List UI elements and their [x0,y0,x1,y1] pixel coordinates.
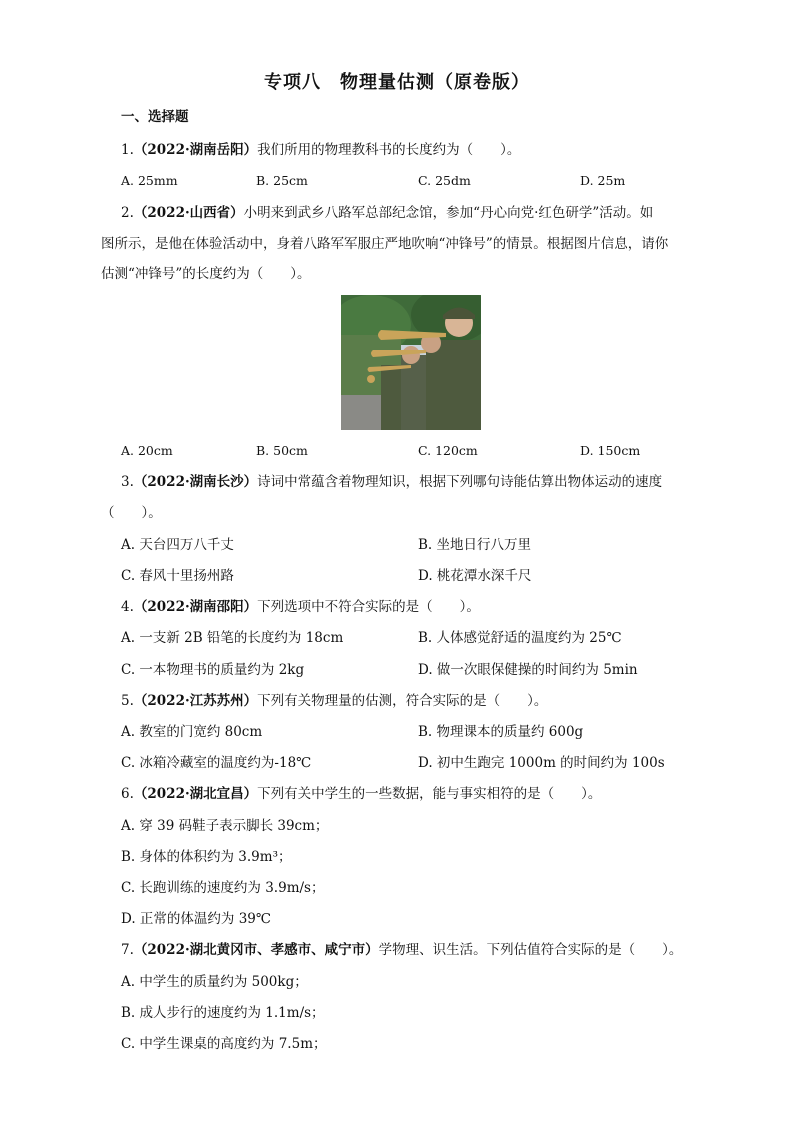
option-b: B. 成人步行的速度约为 1.1m/s； [121,1005,325,1021]
question-text: 小明来到武乡八路军总部纪念馆，参加“丹心向党·红色研学”活动。如 [243,205,654,221]
question-number: 4. [121,599,134,615]
question-4 [121,598,480,616]
question-3 [121,473,662,491]
question-1 [121,141,520,159]
question-7 [121,941,682,959]
option-c: C. 中学生课桌的高度约为 7.5m； [121,1036,327,1052]
bugle-photo [341,295,481,430]
question-source: （2022·湖南邵阳） [133,599,258,615]
question-source: （2022·湖北宜昌） [133,786,258,802]
option-d: D. 做一次眼保健操的时间约为 5min [418,662,638,678]
section-heading: 一、选择题 [121,109,189,125]
option-a: A. 天台四万八千丈 [121,537,234,553]
option-c: C. 一本物理书的质量约为 2kg [121,662,305,678]
question-source: （2022·湖南岳阳） [133,142,258,158]
question-2-line-2: 图所示，是他在体验活动中，身着八路军军服庄严地吹响“冲锋号”的情景。根据图片信息，请你 [101,236,669,252]
question-2 [121,204,653,222]
page-title: 专项八 物理量估测（原卷版） [264,72,530,93]
question-text: 下列有关物理量的估测，符合实际的是（ ）。 [257,693,548,709]
question-number: 1. [121,142,134,158]
option-b: B. 身体的体积约为 3.9m³； [121,849,292,865]
option-a: A. 教室的门宽约 80cm [121,724,263,740]
question-5 [121,692,547,710]
question-source: （2022·湖北黄冈市、孝感市、咸宁市） [133,942,379,958]
option-b: B. 物理课本的质量约 600g [418,724,584,740]
option-d: D. 桃花潭水深千尺 [418,568,532,584]
question-number: 2. [121,205,134,221]
option-c: C. 春风十里扬州路 [121,568,234,584]
option-a: A. 穿 39 码鞋子表示脚长 39cm； [121,818,329,834]
question-number: 6. [121,786,134,802]
option-a: A. 25mm [121,173,178,188]
option-b: B. 25cm [256,173,308,188]
question-number: 5. [121,693,134,709]
question-source: （2022·山西省） [133,205,244,221]
question-number: 7. [121,942,134,958]
question-6 [121,785,601,803]
option-d: D. 正常的体温约为 39℃ [121,911,271,927]
question-text: 我们所用的物理教科书的长度约为（ ）。 [257,142,521,158]
option-d: D. 初中生跑完 1000m 的时间约为 100s [418,755,665,771]
option-b: B. 人体感觉舒适的温度约为 25℃ [418,630,622,646]
option-b: B. 50cm [256,443,308,458]
question-text: 下列有关中学生的一些数据，能与事实相符的是（ ）。 [257,786,602,802]
question-text: 诗词中常蕴含着物理知识，根据下列哪句诗能估算出物体运动的速度 [257,474,663,490]
option-c: C. 25dm [418,173,471,188]
option-a: A. 一支新 2B 铅笔的长度约为 18cm [121,630,344,646]
option-c: C. 120cm [418,443,478,458]
question-2-line-3: 估测“冲锋号”的长度约为（ ）。 [101,266,311,282]
option-d: D. 25m [580,173,626,188]
question-3-line-2: （ ）。 [101,505,162,521]
option-a: A. 20cm [121,443,173,458]
question-source: （2022·湖南长沙） [133,474,258,490]
question-text: 下列选项中不符合实际的是（ ）。 [257,599,480,615]
question-source: （2022·江苏苏州） [133,693,258,709]
question-number: 3. [121,474,134,490]
option-c: C. 长跑训练的速度约为 3.9m/s； [121,880,325,896]
option-a: A. 中学生的质量约为 500kg； [121,974,308,990]
option-b: B. 坐地日行八万里 [418,537,532,553]
option-d: D. 150cm [580,443,641,458]
option-c: C. 冰箱冷藏室的温度约为-18℃ [121,755,312,771]
question-text: 学物理、识生活。下列估值符合实际的是（ ）。 [378,942,683,958]
